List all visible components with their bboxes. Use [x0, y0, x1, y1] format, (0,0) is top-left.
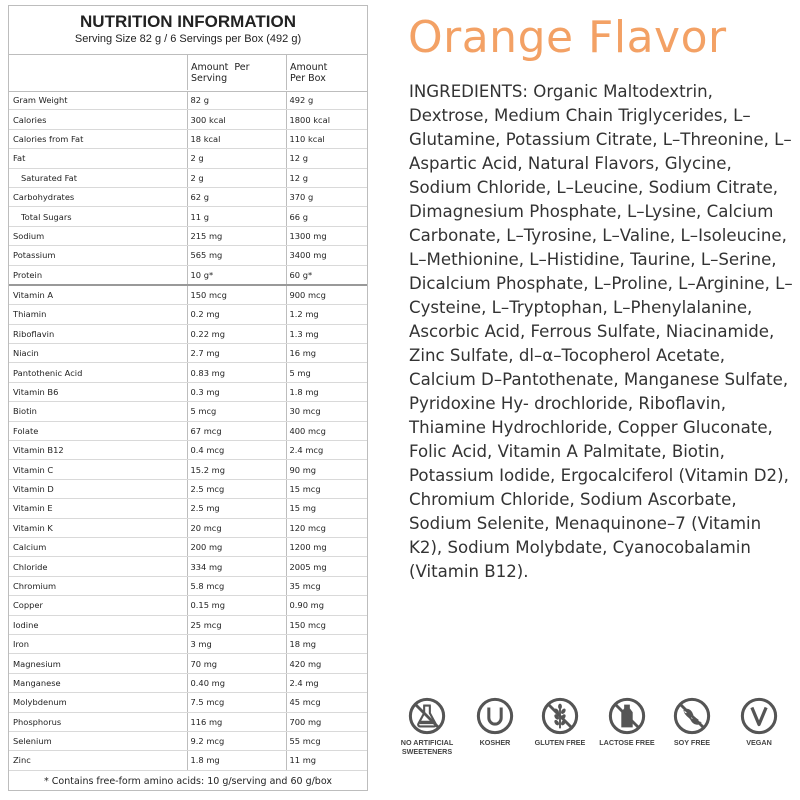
amount-per-serving: 0.40 mg [187, 673, 286, 692]
amount-per-serving: 7.5 mcg [187, 693, 286, 712]
amount-per-serving: 0.4 mcg [187, 441, 286, 460]
amount-per-box: 3400 mg [286, 246, 367, 265]
amount-per-box: 55 mcg [286, 731, 367, 750]
badge-kosher [464, 697, 526, 747]
nutrient-name: Thiamin [9, 305, 187, 324]
nutrient-name: Total Sugars [9, 207, 187, 226]
nutrient-name: Niacin [9, 344, 187, 363]
amount-per-box: 90 mg [286, 460, 367, 479]
amount-per-box: 11 mg [286, 751, 367, 770]
amount-per-serving: 300 kcal [187, 110, 286, 129]
amount-per-box: 1300 mg [286, 226, 367, 245]
badge-gluten-free [529, 697, 591, 747]
footnote: * Contains free-form amino acids: 10 g/serving and 60 g/box [44, 776, 332, 787]
nutrient-name: Folate [9, 421, 187, 440]
amount-per-box: 120 mcg [286, 518, 367, 537]
amount-per-box: 35 mcg [286, 576, 367, 595]
nutrient-name: Manganese [9, 673, 187, 692]
amount-per-serving: 25 mcg [187, 615, 286, 634]
table-row [9, 91, 367, 110]
table-row [9, 344, 367, 363]
amount-per-box: 45 mcg [286, 693, 367, 712]
nutrient-name: Vitamin A [9, 285, 187, 305]
amount-per-box: 2.4 mg [286, 673, 367, 692]
table-row [9, 285, 367, 305]
nutrient-name: Vitamin C [9, 460, 187, 479]
amount-per-serving: 2 g [187, 149, 286, 168]
amount-per-serving: 565 mg [187, 246, 286, 265]
amount-per-box: 1200 mg [286, 537, 367, 556]
amount-per-box: 900 mcg [286, 285, 367, 305]
table-row [9, 634, 367, 653]
nutrition-panel [8, 5, 368, 791]
table-row [9, 382, 367, 401]
table-row [9, 557, 367, 576]
nutrition-table [9, 91, 367, 771]
amount-per-box: 420 mg [286, 654, 367, 673]
badge-no-artificial-sweeteners [396, 697, 458, 756]
table-row [9, 460, 367, 479]
nutrient-name: Zinc [9, 751, 187, 770]
amount-per-serving: 0.2 mg [187, 305, 286, 324]
nutrient-name: Calcium [9, 537, 187, 556]
table-row [9, 751, 367, 770]
amount-per-box: 110 kcal [286, 129, 367, 148]
amount-per-serving: 116 mg [187, 712, 286, 731]
amount-per-box: 1800 kcal [286, 110, 367, 129]
amount-per-serving: 2.7 mg [187, 344, 286, 363]
amount-per-serving: 5.8 mcg [187, 576, 286, 595]
amount-per-box: 15 mg [286, 499, 367, 518]
header-divider [187, 54, 188, 90]
table-row [9, 441, 367, 460]
amount-per-serving: 150 mcg [187, 285, 286, 305]
amount-per-serving: 20 mcg [187, 518, 286, 537]
nutrient-name: Vitamin E [9, 499, 187, 518]
amount-per-serving: 215 mg [187, 226, 286, 245]
table-row [9, 363, 367, 382]
nutrient-name: Gram Weight [9, 91, 187, 110]
nutrient-name: Carbohydrates [9, 187, 187, 206]
amount-per-serving: 11 g [187, 207, 286, 226]
nutrient-name: Calories [9, 110, 187, 129]
amount-per-serving: 200 mg [187, 537, 286, 556]
table-row [9, 479, 367, 498]
table-row [9, 168, 367, 187]
nutrient-name: Vitamin B12 [9, 441, 187, 460]
nutrient-name: Calories from Fat [9, 129, 187, 148]
amount-per-serving: 0.83 mg [187, 363, 286, 382]
nutrient-name: Pantothenic Acid [9, 363, 187, 382]
badge-label: LACTOSE FREE [599, 738, 655, 747]
header-per-serving: Amount Per Serving [191, 62, 250, 84]
amount-per-serving: 0.22 mg [187, 324, 286, 343]
nutrient-name: Saturated Fat [9, 168, 187, 187]
table-row [9, 693, 367, 712]
amount-per-serving: 0.15 mg [187, 596, 286, 615]
amount-per-serving: 62 g [187, 187, 286, 206]
table-row [9, 615, 367, 634]
amount-per-box: 400 mcg [286, 421, 367, 440]
ingredients-text: INGREDIENTS: Organic Maltodextrin, Dextrose, Medium Chain Triglycerides, L–Glutamine, Potassium Citrate, L–Threonine, L–Aspartic Acid, Natural Flavors, Glycine, Sodium Chloride, L–Leucine, Sodium Citrate, Dimagnesium Phosphate, L–Lysine, Calcium Carbonate, L–Tyrosine, L–Valine, L–Isoleucine, L–Methionine, L–Histidine, Taurine, L–Serine, Dicalcium Phosphate, L–Proline, L–Arginine, L–Cysteine, L–Tryptophan, L–Phenylalanine, Ascorbic Acid, Ferrous Sulfate, Niacinamide, Zinc Sulfate, dl–α–Tocopherol Acetate, Calcium D–Pantothenate, Manganese Sulfate, Pyridoxine Hy- drochloride, Riboflavin, Thiamine Hydrochloride, Copper Gluconate, Folic Acid, Vitamin A Palmitate, Biotin, Potassium Iodide, Ergocalciferol (Vitamin D2), Chromium Chloride, Sodium Ascorbate, Sodium Selenite, Menaquinone–7 (Vitamin K2), Sodium Molybdate, Cyanocobalamin (Vitamin B12). [409, 82, 793, 581]
amount-per-box: 1.2 mg [286, 305, 367, 324]
badge-label: KOSHER [479, 738, 511, 747]
table-row [9, 207, 367, 226]
table-row [9, 305, 367, 324]
amount-per-serving: 0.3 mg [187, 382, 286, 401]
amount-per-box: 5 mg [286, 363, 367, 382]
nutrient-name: Potassium [9, 246, 187, 265]
nutrient-name: Selenium [9, 731, 187, 750]
amount-per-box: 2005 mg [286, 557, 367, 576]
wheat-no-icon [541, 697, 579, 735]
table-row [9, 149, 367, 168]
amount-per-box: 30 mcg [286, 402, 367, 421]
nutrient-name: Vitamin B6 [9, 382, 187, 401]
amount-per-serving: 10 g* [187, 265, 286, 285]
amount-per-box: 150 mcg [286, 615, 367, 634]
amount-per-box: 18 mg [286, 634, 367, 653]
nutrient-name: Chloride [9, 557, 187, 576]
nutrient-name: Copper [9, 596, 187, 615]
nutrient-name: Phosphorus [9, 712, 187, 731]
amount-per-box: 1.3 mg [286, 324, 367, 343]
nutrient-name: Vitamin K [9, 518, 187, 537]
badge-label: NO ARTIFICIAL SWEETENERS [400, 738, 454, 756]
amount-per-serving: 1.8 mg [187, 751, 286, 770]
nutrient-name: Iodine [9, 615, 187, 634]
amount-per-serving: 15.2 mg [187, 460, 286, 479]
amount-per-box: 12 g [286, 149, 367, 168]
amount-per-box: 2.4 mcg [286, 441, 367, 460]
nutrient-name: Molybdenum [9, 693, 187, 712]
table-row [9, 129, 367, 148]
table-row [9, 537, 367, 556]
badge-label: VEGAN [746, 738, 772, 747]
nutrient-name: Biotin [9, 402, 187, 421]
header-per-box: Amount Per Box [290, 62, 328, 84]
badge-vegan [728, 697, 790, 747]
table-row [9, 499, 367, 518]
table-row [9, 673, 367, 692]
flavor-title: Orange Flavor [408, 12, 727, 63]
table-row [9, 576, 367, 595]
table-row [9, 421, 367, 440]
nutrient-name: Fat [9, 149, 187, 168]
table-row [9, 654, 367, 673]
soy-no-icon [673, 697, 711, 735]
nutrient-name: Iron [9, 634, 187, 653]
badge-lactose-free [596, 697, 658, 747]
serving-size: Serving Size 82 g / 6 Servings per Box (492 g) [74, 33, 302, 45]
nutrient-name: Vitamin D [9, 479, 187, 498]
amount-per-serving: 9.2 mcg [187, 731, 286, 750]
table-header [9, 54, 367, 92]
milk-bottle-no-icon [608, 697, 646, 735]
table-row [9, 110, 367, 129]
table-row [9, 596, 367, 615]
table-row [9, 226, 367, 245]
amount-per-box: 1.8 mg [286, 382, 367, 401]
amount-per-serving: 3 mg [187, 634, 286, 653]
amount-per-box: 60 g* [286, 265, 367, 285]
nutrient-name: Sodium [9, 226, 187, 245]
kosher-u-icon [476, 697, 514, 735]
amount-per-box: 370 g [286, 187, 367, 206]
nutrient-name: Chromium [9, 576, 187, 595]
table-row [9, 265, 367, 285]
amount-per-serving: 2.5 mg [187, 499, 286, 518]
nutrient-name: Magnesium [9, 654, 187, 673]
badge-label: SOY FREE [673, 738, 711, 747]
table-row [9, 731, 367, 750]
amount-per-box: 15 mcg [286, 479, 367, 498]
amount-per-serving: 334 mg [187, 557, 286, 576]
amount-per-serving: 67 mcg [187, 421, 286, 440]
nutrient-name: Riboflavin [9, 324, 187, 343]
nutrient-name: Protein [9, 265, 187, 285]
amount-per-box: 0.90 mg [286, 596, 367, 615]
table-row [9, 246, 367, 265]
table-row [9, 712, 367, 731]
amount-per-serving: 2.5 mcg [187, 479, 286, 498]
amount-per-box: 700 mg [286, 712, 367, 731]
table-row [9, 518, 367, 537]
amount-per-serving: 82 g [187, 91, 286, 110]
vegan-v-icon [740, 697, 778, 735]
amount-per-serving: 18 kcal [187, 129, 286, 148]
amount-per-box: 66 g [286, 207, 367, 226]
amount-per-box: 12 g [286, 168, 367, 187]
table-row [9, 187, 367, 206]
table-row [9, 324, 367, 343]
amount-per-box: 16 mg [286, 344, 367, 363]
amount-per-serving: 2 g [187, 168, 286, 187]
amount-per-serving: 70 mg [187, 654, 286, 673]
table-row [9, 402, 367, 421]
flask-no-icon [408, 697, 446, 735]
badge-row [396, 697, 796, 777]
amount-per-serving: 5 mcg [187, 402, 286, 421]
nutrition-title: NUTRITION INFORMATION [80, 12, 296, 31]
header-divider [286, 54, 287, 90]
badge-soy-free [661, 697, 723, 747]
amount-per-box: 492 g [286, 91, 367, 110]
badge-label: GLUTEN FREE [534, 738, 586, 747]
